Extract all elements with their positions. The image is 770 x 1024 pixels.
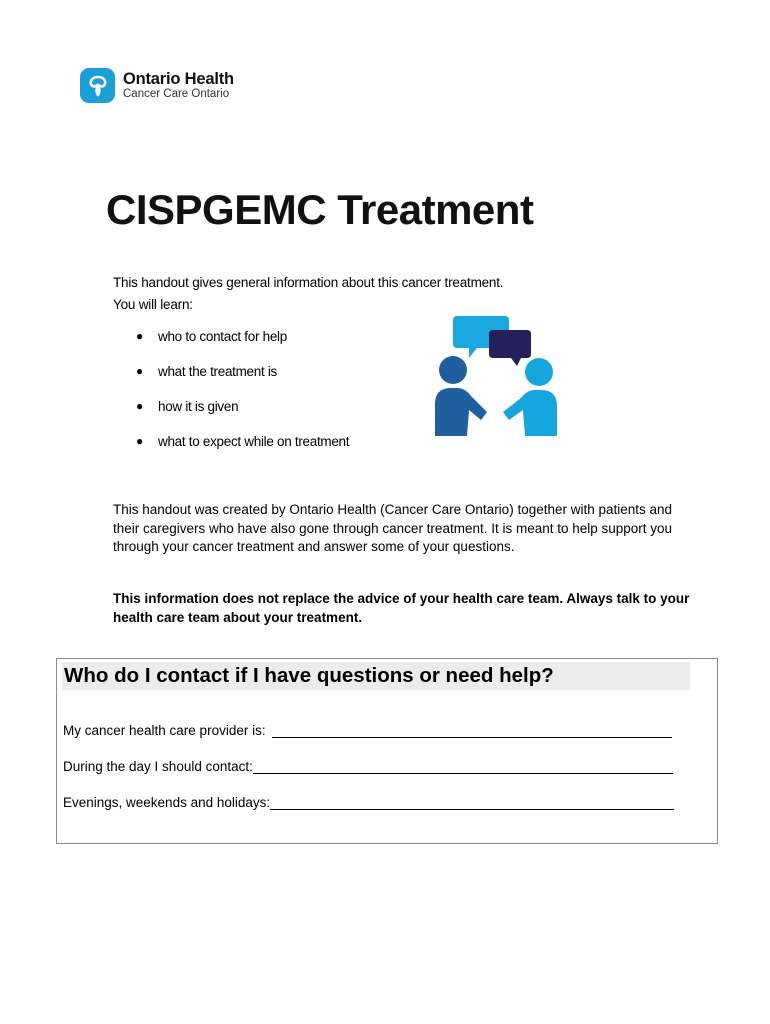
intro-line-1: This handout gives general information about this cancer treatment. bbox=[113, 275, 504, 290]
disclaimer-note: This information does not replace the advice of your health care team. Always talk to your health care team about your treatment. bbox=[113, 591, 690, 625]
bullet-icon: ● bbox=[136, 364, 143, 378]
intro-text bbox=[113, 272, 503, 316]
bullet-icon: ● bbox=[136, 329, 143, 343]
list-item bbox=[136, 399, 349, 434]
person-head-icon bbox=[525, 358, 553, 386]
person-head-icon bbox=[439, 356, 467, 384]
list-item-text: who to contact for help bbox=[158, 329, 287, 344]
list-item bbox=[136, 434, 349, 469]
list-item-text: what the treatment is bbox=[158, 364, 278, 379]
contact-heading: Who do I contact if I have questions or need help? bbox=[62, 662, 690, 690]
person-body-icon bbox=[503, 390, 557, 436]
learn-list bbox=[136, 329, 349, 469]
ontario-health-logo bbox=[80, 68, 234, 103]
bullet-icon: ● bbox=[136, 399, 143, 413]
field-label: Evenings, weekends and holidays: bbox=[63, 795, 271, 810]
list-item-text: what to expect while on treatment bbox=[158, 434, 350, 449]
person-body-icon bbox=[435, 388, 487, 436]
page-title: CISPGEMC Treatment bbox=[106, 186, 534, 233]
after-hours-field bbox=[63, 795, 674, 810]
logo-name: Ontario Health bbox=[123, 69, 234, 88]
field-label: During the day I should contact: bbox=[63, 759, 253, 774]
provider-input-line[interactable] bbox=[272, 723, 672, 738]
list-item bbox=[136, 364, 349, 399]
conversation-illustration bbox=[425, 312, 565, 445]
list-item bbox=[136, 329, 349, 364]
trillium-icon bbox=[80, 68, 115, 103]
field-label: My cancer health care provider is: bbox=[63, 723, 266, 738]
list-item-text: how it is given bbox=[158, 399, 239, 414]
after-hours-input-line[interactable] bbox=[270, 795, 674, 810]
about-paragraph: This handout was created by Ontario Health (Cancer Care Ontario) together with patients and their caregivers who have also gone through cancer treatment. It is meant to help support you through your cancer treatment and answer some of your questions. bbox=[113, 502, 673, 554]
speech-bubble-icon bbox=[489, 330, 531, 366]
provider-field bbox=[63, 723, 672, 738]
day-contact-field bbox=[63, 759, 673, 774]
day-contact-input-line[interactable] bbox=[253, 759, 673, 774]
bullet-icon: ● bbox=[136, 434, 143, 448]
contact-section bbox=[56, 658, 718, 844]
logo-subtitle: Cancer Care Ontario bbox=[123, 88, 230, 100]
intro-line-2: You will learn: bbox=[113, 297, 193, 312]
